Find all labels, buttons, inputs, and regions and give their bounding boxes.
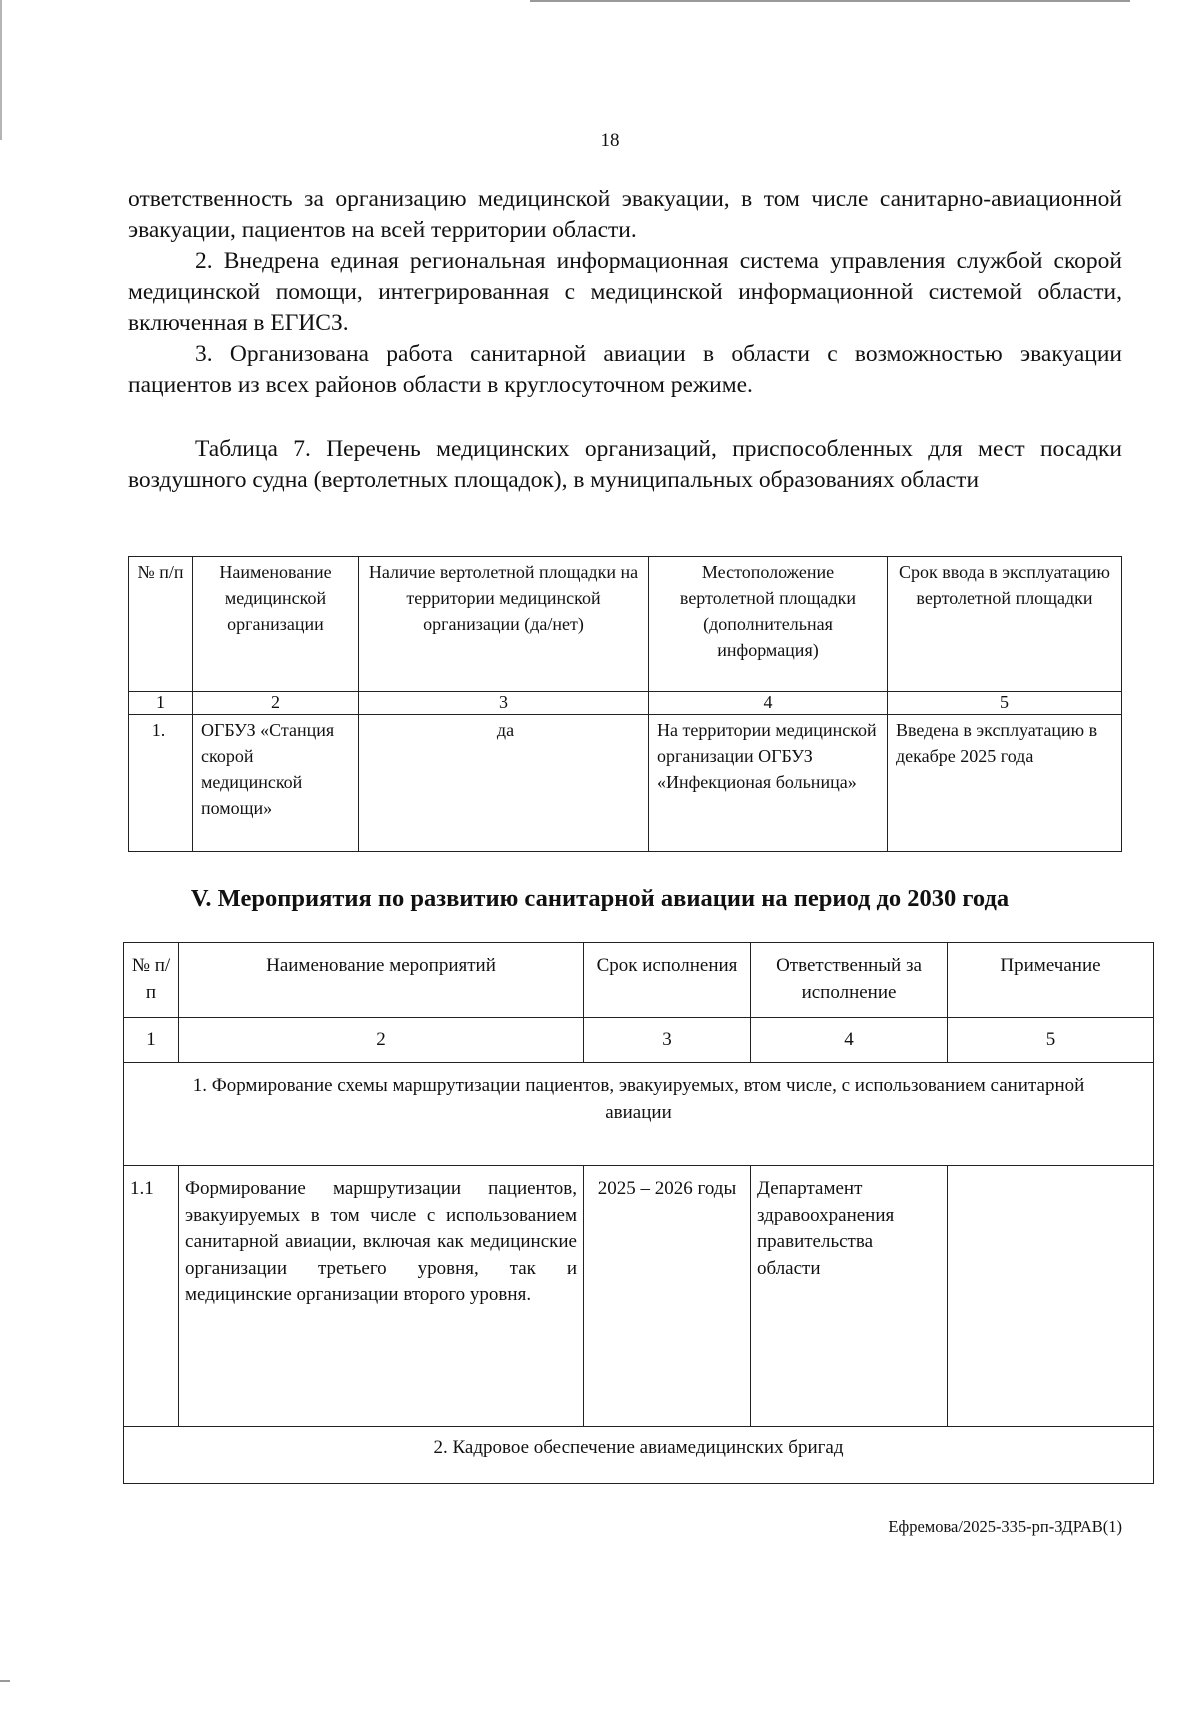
table7-colnum: 4 <box>649 692 888 715</box>
table7-cell-commissioning: Введена в эксплуатацию в декабре 2025 года <box>888 715 1122 852</box>
plan-header-deadline: Срок исполнения <box>584 943 751 1018</box>
plan-column-numbers <box>124 1018 1154 1063</box>
scan-mark <box>0 1680 10 1682</box>
plan-header-note: Примечание <box>948 943 1154 1018</box>
document-reference: Ефремова/2025-335-рп-ЗДРАВ(1) <box>888 1517 1122 1536</box>
scan-edge-top <box>530 0 1130 2</box>
table7-colnum: 1 <box>129 692 193 715</box>
table7-header-helipad: Наличие вертолетной площадки на территории медицинской организации (да/нет) <box>359 557 649 692</box>
plan-cell-deadline: 2025 – 2026 годы <box>584 1166 751 1427</box>
plan-colnum: 4 <box>751 1018 948 1063</box>
table7-cell-location: На территории медицинской организации ОГБУЗ «Инфекционая больница» <box>649 715 888 852</box>
table7-header-location: Местоположение вертолетной площадки (дополнительная информация) <box>649 557 888 692</box>
table7-colnum: 2 <box>193 692 359 715</box>
table7-header-commissioning: Срок ввода в эксплуатацию вертолетной площадки <box>888 557 1122 692</box>
table-row <box>124 1166 1154 1427</box>
plan-section-1-row <box>124 1063 1154 1166</box>
plan-header-row <box>124 943 1154 1018</box>
table7-colnum: 3 <box>359 692 649 715</box>
table7-header-num: № п/п <box>129 557 193 692</box>
plan-header-name: Наименование мероприятий <box>179 943 584 1018</box>
plan-cell-note <box>948 1166 1154 1427</box>
plan-section-2-title: 2. Кадровое обеспечение авиамедицинских бригад <box>124 1427 1154 1484</box>
plan-colnum: 5 <box>948 1018 1154 1063</box>
plan-cell-name: Формирование маршрутизации пациентов, эвакуируемых в том числе с использованием санитарной авиации, включая как медицинские организации третьего уровня, так и медицинские организации второго уровня. <box>179 1166 584 1427</box>
table7-header-row <box>129 557 1122 692</box>
table-row <box>129 715 1122 852</box>
table7-caption: Таблица 7. Перечень медицинских организаций, приспособленных для мест посадки воздушного судна (вертолетных площадок), в муниципальных образованиях области <box>128 436 1122 493</box>
table7-cell-name: ОГБУЗ «Станция скорой медицинской помощи» <box>193 715 359 852</box>
table7-column-numbers <box>129 692 1122 715</box>
table7-cell-helipad: да <box>359 715 649 852</box>
plan-header-num: № п/п <box>124 943 179 1018</box>
paragraph-responsibility: ответственность за организацию медицинской эвакуации, в том числе санитарно-авиационной эвакуации, пациентов на всей территории области. <box>128 186 1122 243</box>
table7-cell-num: 1. <box>129 715 193 852</box>
plan-cell-responsible: Департамент здравоохранения правительства области <box>751 1166 948 1427</box>
table-measures <box>123 942 1154 1484</box>
paragraph-item-2: 2. Внедрена единая региональная информационная система управления службой скорой медицинской помощи, интегрированная с медицинской информационной системой области, включенная в ЕГИСЗ. <box>128 248 1122 336</box>
table-helipads <box>128 556 1122 852</box>
paragraph-item-3: 3. Организована работа санитарной авиации в области с возможностью эвакуации пациентов из всех районов области в круглосуточном режиме. <box>128 341 1122 398</box>
plan-header-responsible: Ответственный за исполнение <box>751 943 948 1018</box>
page-number: 18 <box>600 130 620 151</box>
scan-edge-left <box>0 0 2 140</box>
plan-colnum: 2 <box>179 1018 584 1063</box>
section-v-title: V. Мероприятия по развитию санитарной авиации на период до 2030 года <box>190 885 1010 912</box>
table7-colnum: 5 <box>888 692 1122 715</box>
plan-colnum: 1 <box>124 1018 179 1063</box>
table7-header-name: Наименование медицинской организации <box>193 557 359 692</box>
plan-section-2-row <box>124 1427 1154 1484</box>
plan-section-1-title: 1. Формирование схемы маршрутизации пациентов, эвакуируемых, втом числе, с использованием санитарной авиации <box>124 1063 1154 1166</box>
plan-cell-num: 1.1 <box>124 1166 179 1427</box>
plan-colnum: 3 <box>584 1018 751 1063</box>
